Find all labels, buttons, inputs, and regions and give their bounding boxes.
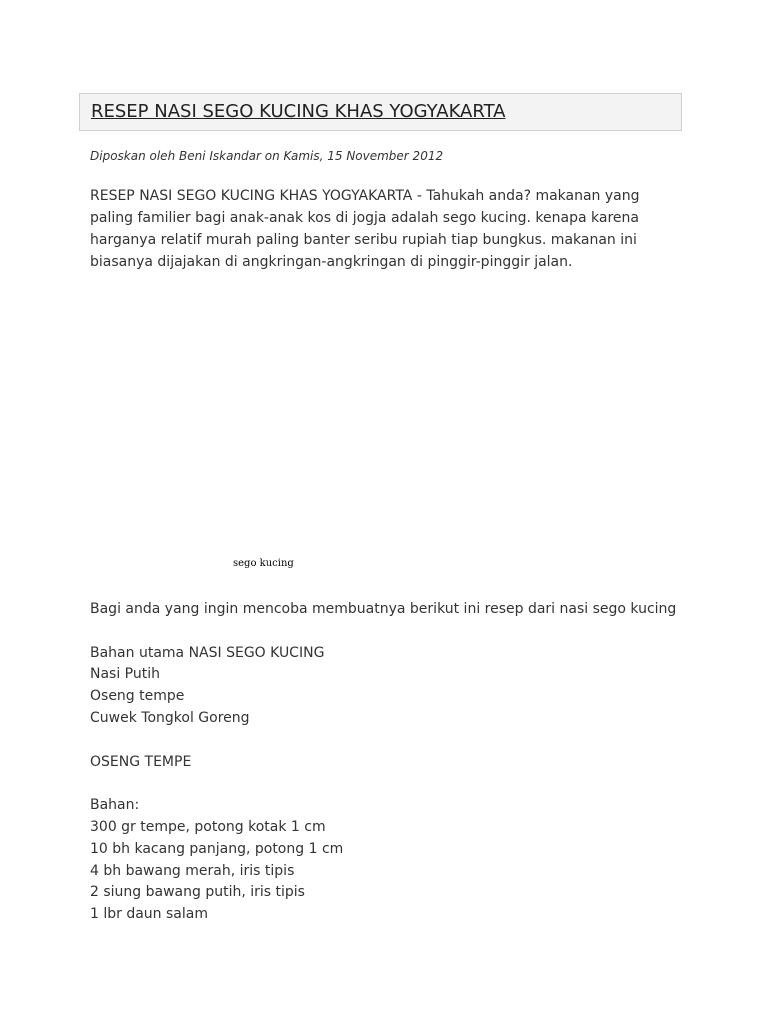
body-line: 1 lbr daun salam [90,906,208,923]
body-line: Cuwek Tongkol Goreng [90,709,250,726]
body-line: 4 bh bawang merah, iris tipis [90,862,295,879]
body-line [90,621,676,643]
body-line: Oseng tempe [90,688,185,705]
recipe-body [90,599,676,926]
post-byline: Diposkan oleh Beni Iskandar on Kamis, 15 November 2012 [90,149,444,163]
title-box [79,93,682,131]
body-line: Bagi anda yang ingin mencoba membuatnya berikut ini resep dari nasi sego kucing [90,601,677,617]
body-line [90,773,676,795]
body-line: Bahan utama NASI SEGO KUCING [90,644,325,661]
body-line: OSENG TEMPE [90,753,192,770]
body-line [90,730,676,752]
body-line: Bahan: [90,797,140,814]
body-line: Nasi Putih [90,666,161,683]
intro-paragraph: RESEP NASI SEGO KUCING KHAS YOGYAKARTA - Tahukah anda? makanan yang paling familier bagi anak-anak kos di jogja adalah sego kucing. kenapa karena harganya relatif murah paling banter seribu rupiah tiap bungkus. makanan ini biasanya dijajakan di angkringan-angkringan di pinggir-pinggir jalan. [90,188,640,270]
page-title[interactable]: RESEP NASI SEGO KUCING KHAS YOGYAKARTA [91,101,506,122]
body-line: 2 siung bawang putih, iris tipis [90,884,305,901]
body-line: 300 gr tempe, potong kotak 1 cm [90,818,326,835]
image-caption: sego kucing [233,558,294,569]
body-line: 10 bh kacang panjang, potong 1 cm [90,840,344,857]
